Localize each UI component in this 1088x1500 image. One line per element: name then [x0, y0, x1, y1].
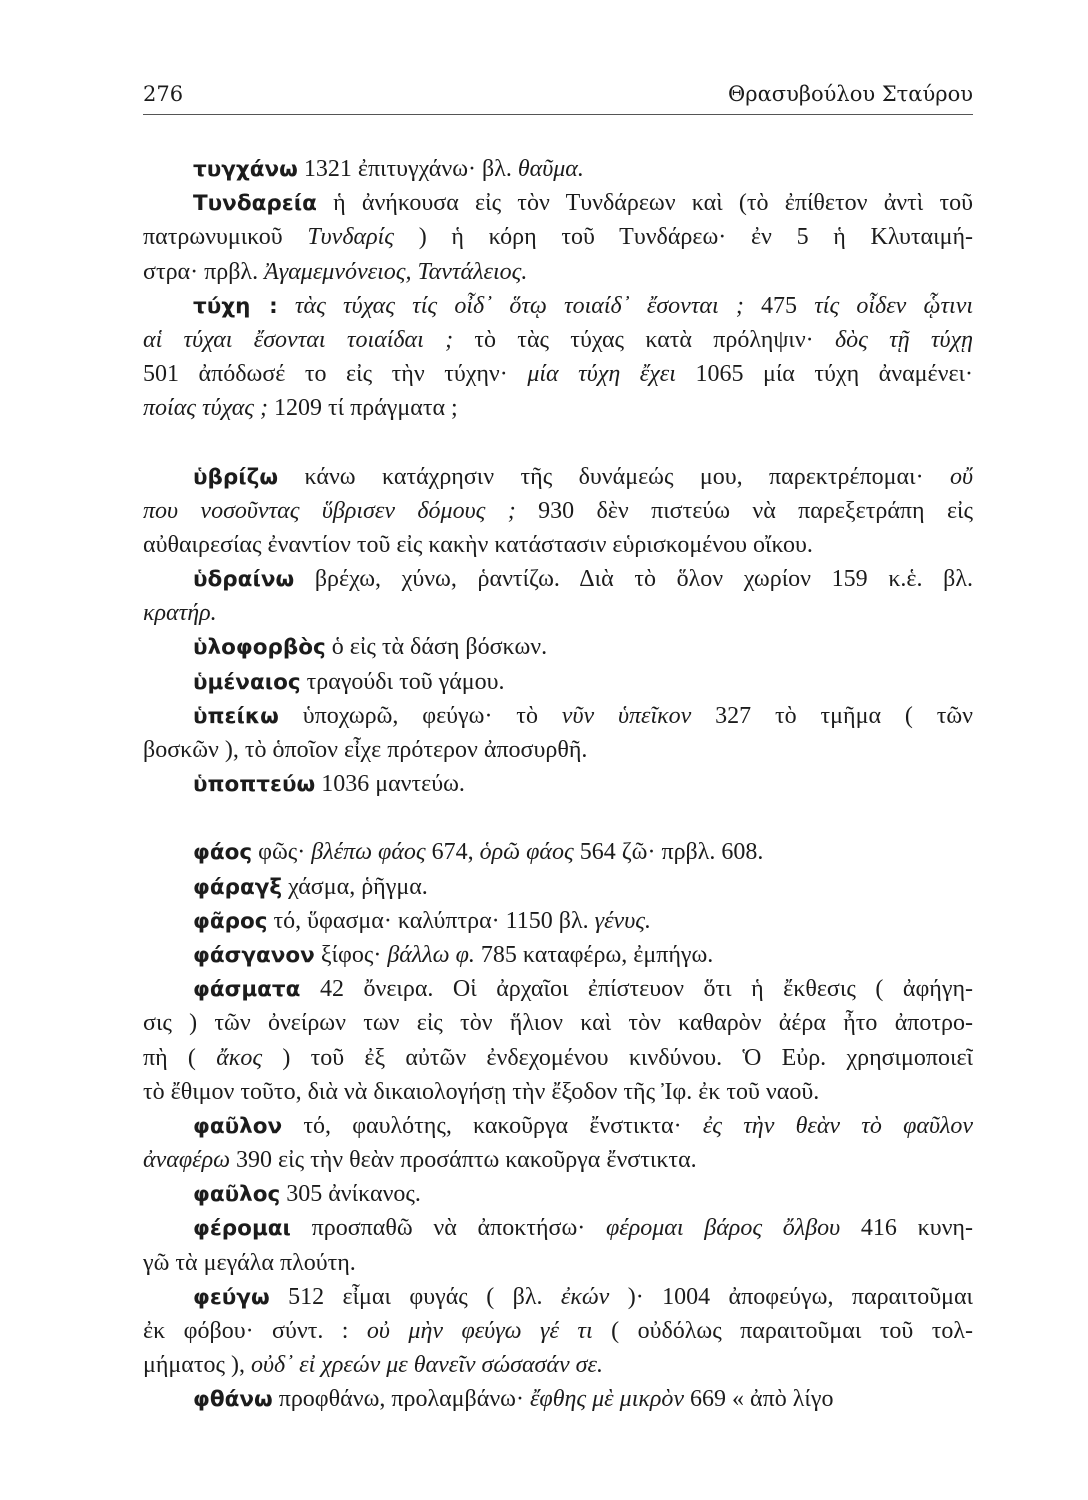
quoted-phrase: ἔφθης μὲ μικρὸν — [529, 1386, 685, 1413]
entry-line — [193, 904, 973, 938]
definition-text: αὐθαιρεσίας ἐναντίον τοῦ εἰς κακὴν κατάστασιν εὑρισκομένου οἴκου. — [143, 531, 813, 558]
glossary-entry — [193, 835, 973, 869]
entry-line — [193, 938, 973, 972]
glossary-entry — [143, 460, 973, 563]
entry-line — [143, 1006, 973, 1040]
headword: φθάνω — [193, 1387, 273, 1413]
definition-text: πὴ ( — [143, 1044, 217, 1071]
headword: τυγχάνω — [193, 157, 298, 182]
headword: φαῦλον — [193, 1113, 283, 1139]
quoted-phrase: οὔ — [949, 463, 973, 490]
quoted-phrase: γένυς. — [594, 907, 651, 934]
headword: φάσματα — [193, 977, 301, 1003]
quoted-phrase: βάλλω φ. — [387, 941, 475, 968]
quoted-phrase: δὸς τῇ τύχῃ — [834, 326, 973, 353]
headword: φάραγξ — [193, 874, 283, 900]
quoted-phrase: Τυνδαρίς — [307, 224, 395, 251]
glossary-body — [143, 152, 973, 1417]
definition-text: τὸ τὰς τύχας κατὰ πρόληψιν· — [453, 326, 835, 353]
definition-text: 1065 μία τύχη ἀναμένει· — [675, 361, 973, 388]
definition-text: τό, ὕφασμα· καλύπτρα· 1150 βλ. — [267, 907, 595, 934]
entry-line — [193, 289, 973, 323]
definition-text: τό, φαυλότης, κακοῦργα ἔνστικτα· — [282, 1112, 703, 1139]
definition-text: κάνω κατάχρησιν τῆς δυνάμεώς μου, παρεκτρέπομαι· — [278, 463, 950, 490]
quoted-phrase: αἱ τύχαι ἔσονται τοιαίδαι ; — [143, 326, 454, 353]
definition-text: 1321 ἐπιτυγχάνω· βλ. — [297, 156, 518, 182]
entry-line — [143, 1075, 973, 1109]
definition-text: σις ) τῶν ὀνείρων των εἰς τὸν ἥλιον καὶ τὸν καθαρὸν ἀέρα ἦτο ἀποτρο- — [143, 1010, 973, 1037]
headword: φεύγω — [193, 1284, 270, 1310]
entry-line — [193, 562, 973, 596]
quoted-phrase: μία τύχη ἔχει — [527, 361, 676, 388]
entry-line — [193, 1382, 973, 1416]
section-gap — [193, 426, 973, 460]
headword: τύχη : — [193, 293, 278, 319]
headword: ὑλοφορβὸς — [193, 635, 326, 661]
glossary-entry — [143, 289, 973, 426]
definition-text: 1209 τί πράγματα ; — [268, 395, 458, 422]
entry-line — [193, 767, 973, 801]
quoted-phrase: ποίας τύχας ; — [143, 395, 269, 422]
glossary-entry — [143, 562, 973, 630]
definition-text: 669 « ἀπὸ λίγο — [684, 1386, 834, 1413]
definition-text: 674, — [425, 839, 480, 866]
definition-text: 785 καταφέρω, ἐμπήγω. — [474, 941, 714, 968]
quoted-phrase: Ἀγαμεμνόνειος, Ταντάλειος. — [264, 258, 528, 285]
entry-line — [143, 1314, 973, 1348]
entry-line — [193, 1177, 973, 1211]
definition-text: 305 ἀνίκανος. — [280, 1181, 421, 1208]
quoted-phrase: βλέπω φάος — [311, 839, 426, 866]
entry-line — [193, 972, 973, 1006]
quoted-phrase: ὁρῶ φάος — [479, 839, 574, 866]
headword: Τυνδαρεία — [193, 191, 317, 217]
definition-text: 390 εἰς τὴν θεὰν προσάπτω κακοῦργα ἔνστικτα. — [230, 1147, 697, 1174]
quoted-phrase: ἄκος — [216, 1044, 263, 1071]
glossary-entry — [193, 630, 973, 664]
entry-line — [143, 528, 973, 562]
definition-text: 475 — [743, 292, 815, 319]
definition-text: 501 ἀπόδωσέ το εἰς τὴν τύχην· — [143, 361, 528, 388]
entry-line — [143, 1246, 973, 1280]
glossary-entry — [143, 186, 973, 289]
quoted-phrase: τίς οἶδεν ᾧτινι — [814, 292, 973, 319]
glossary-entry — [143, 1211, 973, 1279]
definition-text: φῶς· — [252, 839, 312, 866]
entry-line — [143, 733, 973, 767]
headword: φᾶρος — [193, 908, 268, 934]
definition-text: τραγούδι τοῦ γάμου. — [300, 668, 505, 695]
quoted-phrase: οὐ μὴν φεύγω γέ τι — [366, 1318, 593, 1344]
definition-text: προφθάνω, προλαμβάνω· — [272, 1386, 530, 1413]
definition-text: ξίφος· — [314, 941, 388, 968]
definition-text: 512 εἶμαι φυγάς ( βλ. — [269, 1283, 561, 1310]
quoted-phrase: θαῦμα. — [517, 156, 584, 182]
headword: φέρομαι — [193, 1216, 291, 1242]
headword: ὑποπτεύω — [193, 772, 316, 798]
running-header — [143, 82, 973, 115]
definition-text: στρα· πρβλ. — [143, 258, 265, 285]
definition-text: μήματος ), — [143, 1352, 251, 1379]
entry-line — [143, 357, 973, 391]
glossary-entry — [193, 1177, 973, 1211]
entry-line — [193, 460, 973, 494]
entry-line — [193, 1211, 973, 1245]
definition-text: 416 κυνη- — [840, 1215, 973, 1242]
quoted-phrase: τὰς τύχας τίς οἶδ᾽ ὅτῳ τοιαίδ᾽ ἔσονται ; — [294, 292, 744, 319]
entry-line — [143, 323, 973, 357]
entry-line — [143, 494, 973, 528]
definition-text: τὸ ἔθιμον τοῦτο, διὰ νὰ δικαιολογήσῃ τὴν ἔξοδον τῆς Ἰφ. ἐκ τοῦ ναοῦ. — [143, 1078, 820, 1105]
quoted-phrase: ἐς τὴν θεὰν τὸ φαῦλον — [702, 1112, 973, 1139]
glossary-entry — [193, 1382, 973, 1416]
definition-text: βοσκῶν ), τὸ ὁποῖον εἶχε πρότερον ἀποσυρθῆ. — [143, 737, 588, 763]
definition-text: ) ἡ κόρη τοῦ Τυνδάρεω· ἐν 5 ἡ Κλυταιμή- — [394, 224, 973, 251]
glossary-entry — [193, 904, 973, 938]
entry-line — [193, 665, 973, 699]
definition-text: 327 τὸ τμῆμα ( τῶν — [691, 702, 973, 729]
entry-line — [143, 255, 973, 289]
glossary-entry — [143, 1280, 973, 1383]
definition-text: ὑποχωρῶ, φεύγω· τὸ — [278, 702, 562, 729]
entry-line — [193, 835, 973, 869]
quoted-phrase: νῦν ὑπεῖκον — [561, 702, 692, 729]
quoted-phrase: κρατήρ. — [143, 600, 217, 627]
glossary-entry — [193, 665, 973, 699]
definition-text: 564 ζῶ· πρβλ. 608. — [573, 839, 764, 866]
entry-line — [193, 870, 973, 904]
definition-text — [278, 293, 295, 319]
glossary-entry — [193, 152, 973, 186]
definition-text: ὁ εἰς τὰ δάση βόσκων. — [325, 634, 548, 661]
definition-text: γῶ τὰ μεγάλα πλούτη. — [143, 1249, 356, 1276]
definition-text: ἡ ἀνήκουσα εἰς τὸν Τυνδάρεων καὶ (τὸ ἐπίθετον ἀντὶ τοῦ — [316, 190, 973, 217]
headword: ὑπείκω — [193, 703, 279, 729]
glossary-entry — [193, 767, 973, 801]
entry-line — [143, 391, 973, 425]
glossary-entry — [143, 972, 973, 1109]
entry-line — [193, 699, 973, 733]
definition-text: βρέχω, χύνω, ῥαντίζω. Διὰ τὸ ὅλον χωρίον 159 κ.ἑ. βλ. — [294, 566, 973, 593]
definition-text: 930 δὲν πιστεύω νὰ παρεξετράπη εἰς — [515, 497, 973, 524]
entry-line — [193, 1109, 973, 1143]
glossary-entry — [193, 870, 973, 904]
entry-line — [143, 1348, 973, 1382]
entry-line — [143, 220, 973, 254]
headword: ὑβρίζω — [193, 464, 279, 490]
headword: φάος — [193, 840, 253, 866]
quoted-phrase: που νοσοῦντας ὕβρισεν δόμους ; — [143, 497, 516, 524]
definition-text: )· 1004 ἀποφεύγω, παραιτοῦμαι — [609, 1283, 973, 1310]
entry-line — [193, 630, 973, 664]
entry-line — [193, 186, 973, 220]
quoted-phrase: οὐδ᾽ εἰ χρεών με θανεῖν σώσασάν σε. — [251, 1352, 603, 1379]
definition-text: ( οὐδόλως παραιτοῦμαι τοῦ τολ- — [592, 1318, 973, 1344]
entry-line — [143, 1143, 973, 1177]
quoted-phrase: ἐκών — [560, 1283, 610, 1310]
entry-line — [143, 1041, 973, 1075]
definition-text: χάσμα, ῥῆγμα. — [282, 873, 428, 900]
definition-text: πατρωνυμικοῦ — [143, 224, 308, 251]
glossary-entry — [143, 699, 973, 767]
glossary-entry — [143, 1109, 973, 1177]
definition-text: ) τοῦ ἐξ αὐτῶν ἐνδεχομένου κινδύνου. Ὁ Εὐρ. χρησιμοποιεῖ — [262, 1044, 973, 1071]
entry-line — [143, 596, 973, 630]
headword: ὑδραίνω — [193, 567, 295, 593]
section-gap — [193, 801, 973, 835]
quoted-phrase: ἀναφέρω — [143, 1147, 231, 1174]
entry-line — [193, 1280, 973, 1314]
headword: φάσγανον — [193, 942, 315, 968]
entry-line — [193, 152, 973, 186]
headword: φαῦλος — [193, 1182, 281, 1208]
definition-text: ἐκ φόβου· σύντ. : — [143, 1318, 367, 1344]
definition-text: 1036 μαντεύω. — [315, 771, 465, 798]
page-number: 276 — [143, 82, 184, 106]
glossary-entry — [193, 938, 973, 972]
definition-text: 42 ὄνειρα. Οἱ ἀρχαῖοι ἐπίστευον ὅτι ἡ ἔκθεσις ( ἀφήγη- — [300, 976, 973, 1003]
quoted-phrase: φέρομαι βάρος ὄλβου — [605, 1215, 841, 1242]
running-title: Θρασυβούλου Σταύρου — [728, 82, 973, 106]
definition-text: προσπαθῶ νὰ ἀποκτήσω· — [290, 1215, 606, 1242]
headword: ὑμέναιος — [193, 669, 301, 695]
